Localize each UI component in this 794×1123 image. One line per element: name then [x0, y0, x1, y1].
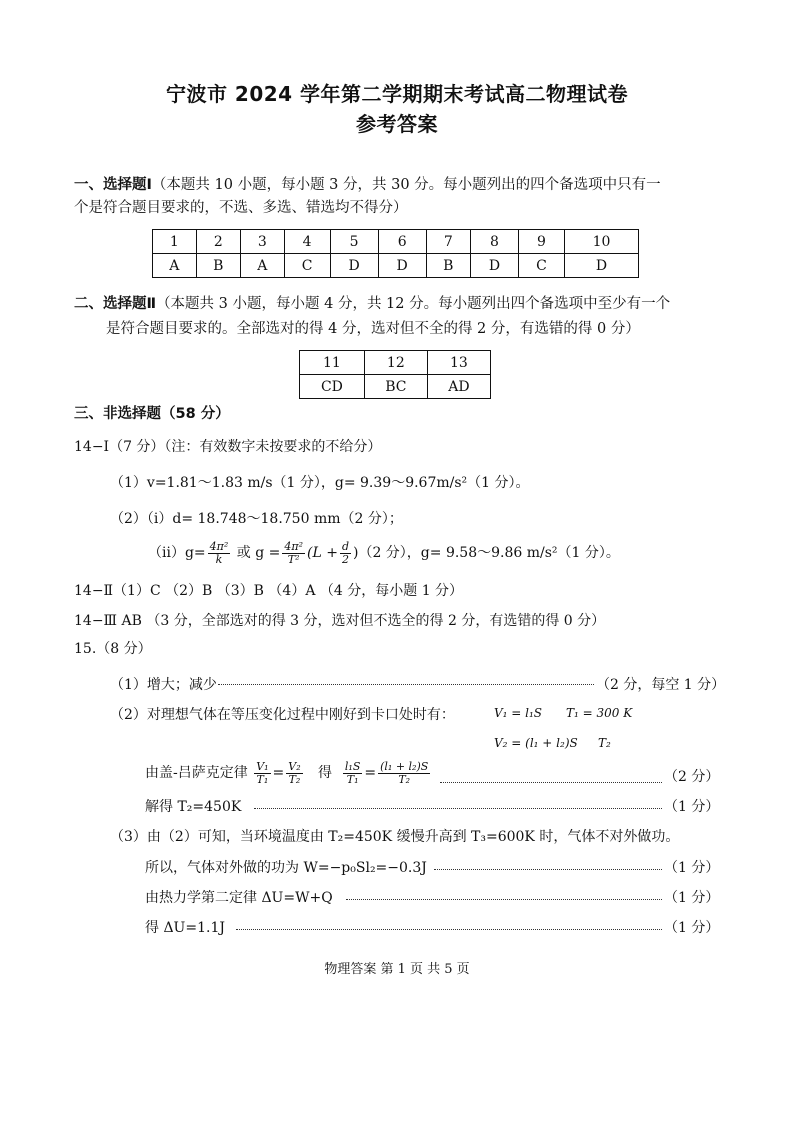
- section2-line1: [74, 292, 670, 313]
- fraction-numerator: 4π²: [209, 539, 229, 553]
- table-cell: B: [196, 254, 240, 278]
- fraction-denominator: T₂: [398, 772, 411, 786]
- q15-eq-t1: T₁ = 300 K: [566, 706, 633, 720]
- table-cell: 11: [300, 351, 365, 375]
- law-label: 由盖-吕萨克定律: [145, 765, 248, 781]
- q15-part3: （3）由（2）可知，当环境温度由 T₂=450K 缓慢升高到 T₃=600K 时，气体不对外做功。: [110, 829, 680, 845]
- law-equals-2: =: [364, 765, 377, 781]
- q14-1-l3d: )（2 分），g= 9.58～9.86 m/s²（1 分）。: [352, 545, 620, 561]
- q15-eq-v2: V₂ = (l₁ + l₂)S: [494, 736, 578, 750]
- fraction-d-2: [340, 541, 351, 566]
- table-row-numbers: [300, 351, 491, 375]
- table-cell: C: [284, 254, 330, 278]
- leader-dots: [254, 808, 662, 809]
- q15-eq-t2: T₂: [598, 736, 611, 750]
- result-score: （1 分）: [664, 920, 720, 936]
- page-subtitle: 参考答案: [356, 112, 438, 136]
- page-footer: 物理答案 第 1 页 共 5 页: [324, 962, 470, 977]
- fraction-l1s-t1: [343, 761, 362, 786]
- q15-gay-lussac-line: [145, 756, 432, 790]
- fraction-denominator: 2: [341, 552, 349, 566]
- law-score: （2 分）: [664, 769, 720, 785]
- q15-thermo: 由热力学第二定律 ΔU=W+Q: [145, 890, 333, 906]
- section2-desc1: （本题共 3 小题，每小题 4 分，共 12 分。每小题列出四个备选项中至少有一个: [156, 296, 671, 312]
- law-de: 得: [318, 765, 332, 781]
- section1-desc2: 个是符合题目要求的，不选、多选、错选均不得分）: [74, 200, 408, 216]
- table-cell: 4: [284, 230, 330, 254]
- table-cell: 9: [519, 230, 565, 254]
- leader-dots: [218, 684, 594, 685]
- table-cell: 7: [426, 230, 470, 254]
- fraction-v1-t1: [254, 761, 270, 786]
- table-cell: BC: [364, 375, 427, 399]
- fraction-denominator: T²: [287, 552, 300, 566]
- q15-eq-v1: V₁ = l₁S: [494, 706, 543, 720]
- fraction-numerator: (l₁ + l₂)S: [380, 759, 429, 773]
- work-score: （1 分）: [664, 860, 720, 876]
- q14-1-line2: （2）（ⅰ）d= 18.748～18.750 mm（2 分）；: [110, 511, 403, 527]
- page-title: 宁波市 2024 学年第二学期期末考试高二物理试卷: [165, 82, 629, 106]
- q14-1-l3b: 或 g =: [236, 545, 281, 561]
- solution-score: （1 分）: [664, 799, 720, 815]
- section2-answer-table: [299, 350, 491, 399]
- table-row-answers: [153, 254, 639, 278]
- q15-solution: 解得 T₂=450K: [145, 799, 242, 815]
- leader-dots: [346, 899, 662, 900]
- table-cell: D: [564, 254, 638, 278]
- table-cell: 6: [378, 230, 426, 254]
- section3-heading-text: 三、非选择题（58 分）: [74, 406, 230, 422]
- table-cell: 3: [240, 230, 284, 254]
- fraction-numerator: d: [341, 539, 349, 553]
- q14-1-line3: [148, 538, 620, 568]
- table-row-answers: [300, 375, 491, 399]
- table-cell: AD: [427, 375, 490, 399]
- fraction-denominator: T₁: [256, 772, 269, 786]
- q14-3-answer: 14−Ⅲ AB （3 分，全部选对的得 3 分，选对但不选全的得 2 分，有选错的得 0 分）: [74, 613, 606, 629]
- table-cell: A: [153, 254, 197, 278]
- table-cell: 10: [564, 230, 638, 254]
- fraction-denominator: T₁: [346, 772, 359, 786]
- table-cell: D: [470, 254, 518, 278]
- table-cell: D: [330, 254, 378, 278]
- q14-1-l3a: （ⅱ）g=: [148, 545, 206, 561]
- fraction-4pi2-k: [208, 541, 231, 566]
- section2-desc2: 是符合题目要求的。全部选对的得 4 分，选对但不全的得 2 分，有选错的得 0 分）: [106, 321, 640, 337]
- fraction-denominator: T₂: [288, 772, 301, 786]
- fraction-l1l2s-t2: [378, 761, 430, 786]
- table-cell: A: [240, 254, 284, 278]
- fraction-numerator: l₁S: [344, 759, 361, 773]
- leader-dots: [434, 869, 662, 870]
- q15-part1-score: （2 分，每空 1 分）: [596, 677, 726, 693]
- table-row-numbers: [153, 230, 639, 254]
- thermo-score: （1 分）: [664, 890, 720, 906]
- fraction-denominator: k: [215, 552, 223, 566]
- q14-2-answer: 14−Ⅱ（1）C （2）B （3）B （4）A （4 分，每小题 1 分）: [74, 583, 464, 599]
- table-cell: CD: [300, 375, 365, 399]
- table-cell: 5: [330, 230, 378, 254]
- section1-answer-table: [152, 229, 639, 278]
- table-cell: 12: [364, 351, 427, 375]
- table-cell: 2: [196, 230, 240, 254]
- section1-heading: 一、选择题Ⅰ: [74, 177, 152, 193]
- table-cell: 1: [153, 230, 197, 254]
- table-cell: B: [426, 254, 470, 278]
- section3-heading: [74, 402, 230, 423]
- section1-desc1: （本题共 10 小题，每小题 3 分，共 30 分。每小题列出的四个备选项中只有一: [151, 177, 661, 193]
- leader-dots: [236, 929, 662, 930]
- table-cell: C: [519, 254, 565, 278]
- q15-result: 得 ΔU=1.1J: [145, 920, 225, 936]
- q15-part2: （2）对理想气体在等压变化过程中刚好到卡口处时有：: [110, 707, 455, 723]
- fraction-4pi2-T2: [282, 541, 305, 566]
- q14-1-l3c: (L +: [306, 545, 338, 561]
- fraction-v2-t2: [286, 761, 302, 786]
- table-cell: 13: [427, 351, 490, 375]
- leader-dots: [440, 782, 662, 783]
- law-equals: =: [272, 765, 285, 781]
- q15-head: 15.（8 分）: [74, 641, 152, 657]
- section2-heading: 二、选择题Ⅱ: [74, 296, 157, 312]
- section1-line1: [74, 173, 661, 194]
- table-cell: 8: [470, 230, 518, 254]
- q14-1-line1: （1）v=1.81～1.83 m/s（1 分），g= 9.39～9.67m/s²（1 分）。: [110, 475, 530, 491]
- q15-part1: （1）增大；减少: [110, 677, 217, 693]
- q15-work: 所以，气体对外做的功为 W=−p₀Sl₂=−0.3J: [145, 860, 427, 876]
- fraction-numerator: 4π²: [284, 539, 303, 553]
- fraction-numerator: V₁: [256, 759, 269, 773]
- fraction-numerator: V₂: [288, 759, 301, 773]
- q14-1-head: 14−Ⅰ（7 分）（注：有效数字未按要求的不给分）: [74, 439, 382, 455]
- table-cell: D: [378, 254, 426, 278]
